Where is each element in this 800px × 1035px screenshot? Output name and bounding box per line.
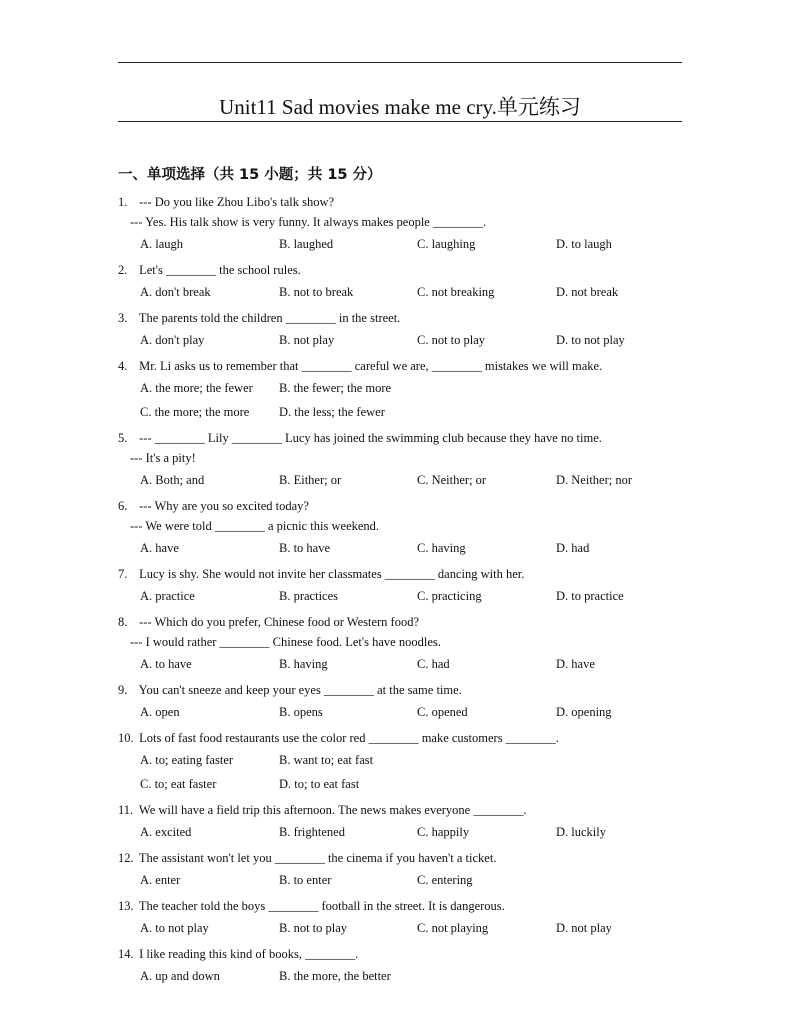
options-row [118, 400, 698, 424]
answer-option[interactable]: A. have [140, 541, 179, 555]
question-text: The assistant won't let you ________ the cinema if you haven't a ticket. [138, 851, 497, 865]
options-row [118, 868, 698, 892]
answer-option[interactable]: A. to; eating faster [140, 753, 234, 767]
question-number: 12. [118, 851, 134, 865]
question-number: 7. [118, 567, 128, 581]
answer-option[interactable]: B. frightened [279, 825, 345, 839]
question-stem [118, 192, 698, 212]
question-text: I like reading this kind of books, ________. [139, 947, 359, 961]
question-item [118, 800, 698, 844]
answer-option[interactable]: D. luckily [556, 825, 606, 839]
answer-option[interactable]: D. had [556, 541, 590, 555]
question-item [118, 428, 698, 492]
answer-option[interactable]: C. to; eat faster [140, 777, 217, 791]
answer-option[interactable]: A. the more; the fewer [140, 381, 253, 395]
question-stem [118, 800, 698, 820]
question-item [118, 356, 698, 424]
answer-option[interactable]: A. up and down [140, 969, 220, 983]
answer-option[interactable]: B. the more, the better [279, 969, 391, 983]
title-underline [118, 121, 682, 122]
options-row [118, 964, 698, 988]
answer-option[interactable]: B. to have [279, 541, 331, 555]
answer-option[interactable]: D. to not play [556, 333, 625, 347]
answer-option[interactable]: C. happily [417, 825, 470, 839]
question-continuation [118, 212, 698, 232]
answer-option[interactable]: C. the more; the more [140, 405, 250, 419]
answer-option[interactable]: C. opened [417, 705, 468, 719]
question-number: 11. [118, 803, 134, 817]
question-continuation [118, 448, 698, 468]
question-number: 3. [118, 311, 128, 325]
question-item [118, 612, 698, 676]
options-row [118, 232, 698, 256]
question-text: --- We were told ________ a picnic this weekend. [130, 519, 380, 533]
answer-option[interactable]: D. not break [556, 285, 619, 299]
question-text: --- I would rather ________ Chinese food. Let's have noodles. [130, 635, 441, 649]
answer-option[interactable]: C. not playing [417, 921, 489, 935]
answer-option[interactable]: C. had [417, 657, 450, 671]
question-text: We will have a field trip this afternoon. The news makes everyone ________. [138, 803, 527, 817]
answer-option[interactable]: A. practice [140, 589, 195, 603]
question-continuation [118, 516, 698, 536]
question-stem [118, 308, 698, 328]
header-rule [118, 62, 682, 63]
question-text: The parents told the children ________ in the street. [138, 311, 401, 325]
question-item [118, 848, 698, 892]
question-stem [118, 612, 698, 632]
answer-option[interactable]: A. open [140, 705, 180, 719]
answer-option[interactable]: B. not to play [279, 921, 348, 935]
answer-option[interactable]: A. don't play [140, 333, 205, 347]
question-stem [118, 356, 698, 376]
answer-option[interactable]: A. to have [140, 657, 192, 671]
answer-option[interactable]: D. to practice [556, 589, 624, 603]
question-number: 6. [118, 499, 128, 513]
question-item [118, 192, 698, 256]
options-row [118, 280, 698, 304]
question-number: 2. [118, 263, 128, 277]
question-stem [118, 680, 698, 700]
answer-option[interactable]: B. the fewer; the more [279, 381, 392, 395]
answer-option[interactable]: D. not play [556, 921, 612, 935]
question-number: 8. [118, 615, 128, 629]
answer-option[interactable]: A. enter [140, 873, 181, 887]
answer-option[interactable]: C. having [417, 541, 466, 555]
question-text: --- Do you like Zhou Libo's talk show? [139, 195, 335, 209]
options-row [118, 328, 698, 352]
answer-option[interactable]: D. have [556, 657, 595, 671]
question-text: The teacher told the boys ________ football in the street. It is dangerous. [138, 899, 505, 913]
options-row [118, 916, 698, 940]
options-row [118, 652, 698, 676]
answer-option[interactable]: A. laugh [140, 237, 184, 251]
answer-option[interactable]: A. excited [140, 825, 192, 839]
question-item [118, 896, 698, 940]
question-text: Mr. Li asks us to remember that ________ careful we are, ________ mistakes we will make. [139, 359, 603, 373]
question-text: Lucy is shy. She would not invite her classmates ________ dancing with her. [139, 567, 525, 581]
question-text: --- ________ Lily ________ Lucy has joined the swimming club because they have no time. [139, 431, 602, 445]
question-item [118, 944, 698, 988]
options-row [118, 584, 698, 608]
title-container [118, 94, 682, 120]
question-item [118, 728, 698, 796]
question-stem [118, 848, 698, 868]
question-text: --- It's a pity! [130, 451, 196, 465]
question-item [118, 308, 698, 352]
question-number: 4. [118, 359, 128, 373]
answer-option[interactable]: A. to not play [140, 921, 209, 935]
options-row [118, 820, 698, 844]
question-stem [118, 944, 698, 964]
question-stem [118, 564, 698, 584]
question-stem [118, 728, 698, 748]
answer-option[interactable]: C. laughing [417, 237, 476, 251]
question-number: 10. [118, 731, 134, 745]
answer-option[interactable]: B. practices [279, 589, 339, 603]
answer-option[interactable]: C. entering [417, 873, 473, 887]
section-heading: 一、单项选择（共 15 小题；共 15 分） [118, 167, 382, 183]
document-title: Unit11 Sad movies make me cry.单元练习 [219, 95, 581, 119]
options-row [118, 772, 698, 796]
question-stem [118, 260, 698, 280]
answer-option[interactable]: B. having [279, 657, 328, 671]
answer-option[interactable]: D. to laugh [556, 237, 612, 251]
answer-option[interactable]: C. not to play [417, 333, 486, 347]
answer-option[interactable]: C. Neither; or [417, 473, 487, 487]
answer-option[interactable]: D. Neither; nor [556, 473, 633, 487]
question-number: 5. [118, 431, 128, 445]
answer-option[interactable]: B. laughed [279, 237, 334, 251]
question-number: 9. [118, 683, 128, 697]
question-text: Let's ________ the school rules. [139, 263, 301, 277]
answer-option[interactable]: C. not breaking [417, 285, 495, 299]
options-row [118, 536, 698, 560]
question-text: --- Which do you prefer, Chinese food or Western food? [139, 615, 420, 629]
answer-option[interactable]: B. not play [279, 333, 335, 347]
question-item [118, 680, 698, 724]
options-row [118, 468, 698, 492]
answer-option[interactable]: A. don't break [140, 285, 211, 299]
question-stem [118, 896, 698, 916]
answer-option[interactable]: B. want to; eat fast [279, 753, 374, 767]
question-text: You can't sneeze and keep your eyes ________ at the same time. [138, 683, 462, 697]
question-text: --- Yes. His talk show is very funny. It always makes people ________. [130, 215, 487, 229]
answer-option[interactable]: B. to enter [279, 873, 332, 887]
answer-option[interactable]: B. opens [279, 705, 323, 719]
question-item [118, 564, 698, 608]
answer-option[interactable]: B. Either; or [279, 473, 342, 487]
answer-option[interactable]: B. not to break [279, 285, 354, 299]
question-text: Lots of fast food restaurants use the color red ________ make customers ________. [139, 731, 559, 745]
answer-option[interactable]: A. Both; and [140, 473, 205, 487]
options-row [118, 376, 698, 400]
answer-option[interactable]: D. the less; the fewer [279, 405, 385, 419]
question-list [118, 192, 698, 992]
question-stem [118, 428, 698, 448]
question-item [118, 496, 698, 560]
question-number: 1. [118, 195, 128, 209]
answer-option[interactable]: C. practicing [417, 589, 482, 603]
options-row [118, 748, 698, 772]
question-item [118, 260, 698, 304]
options-row [118, 700, 698, 724]
question-number: 13. [118, 899, 134, 913]
answer-option[interactable]: D. to; to eat fast [279, 777, 360, 791]
question-number: 14. [118, 947, 134, 961]
answer-option[interactable]: D. opening [556, 705, 612, 719]
question-stem [118, 496, 698, 516]
question-text: --- Why are you so excited today? [139, 499, 309, 513]
question-continuation [118, 632, 698, 652]
